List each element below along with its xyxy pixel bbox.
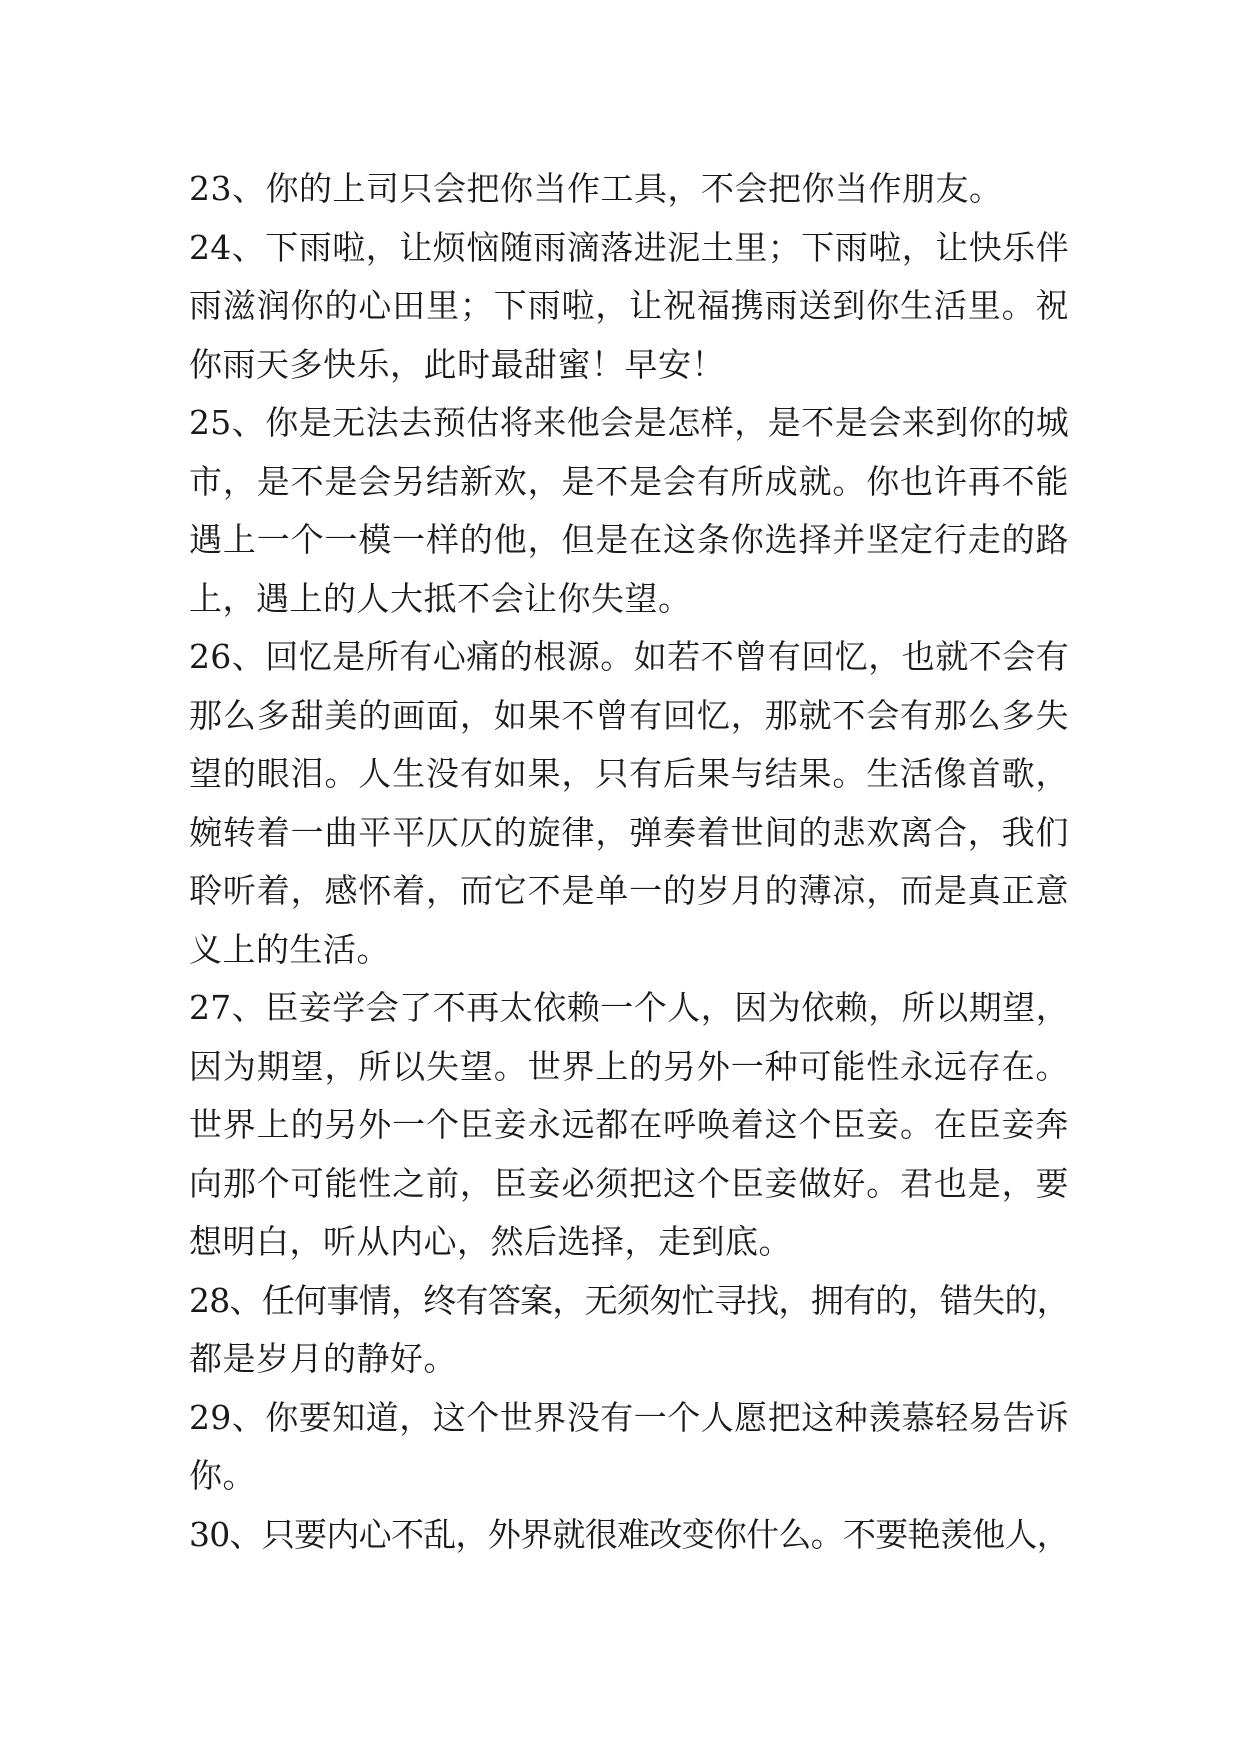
text-line: 23、你的上司只会把你当作工具，不会把你当作朋友。 — [189, 169, 1003, 208]
document-body — [189, 160, 1069, 1564]
text-line: 你雨天多快乐，此时最甜蜜！早安！ — [189, 344, 725, 384]
text-line: 那么多甜美的画面，如果不曾有回忆，那就不会有那么多失 — [189, 695, 1069, 735]
text-line: 26、回忆是所有心痛的根源。如若不曾有回忆，也就不会有 — [189, 637, 1069, 676]
text-line: 想明白，听从内心，然后选择，走到底。 — [189, 1222, 792, 1261]
text-line: 义上的生活。 — [189, 929, 390, 969]
text-line: 望的眼泪。人生没有如果，只有后果与结果。生活像首歌， — [189, 754, 1069, 793]
text-line: 向那个可能性之前，臣妾必须把这个臣妾做好。君也是，要 — [189, 1163, 1069, 1203]
text-line: 雨滋润你的心田里；下雨啦，让祝福携雨送到你生活里。祝 — [189, 286, 1069, 325]
text-line: 世界上的另外一个臣妾永远都在呼唤着这个臣妾。在臣妾奔 — [189, 1105, 1069, 1144]
text-line: 市，是不是会另结新欢，是不是会有所成就。你也许再不能 — [189, 461, 1069, 501]
text-line: 28、任何事情，终有答案，无须匆忙寻找，拥有的，错失的， — [189, 1280, 1069, 1320]
text-line: 遇上一个一模一样的他，但是在这条你选择并坚定行走的路 — [189, 520, 1069, 559]
text-line: 聆听着，感怀着，而它不是单一的岁月的薄凉，而是真正意 — [189, 871, 1069, 910]
text-line: 你。 — [189, 1456, 256, 1495]
text-line: 上，遇上的人大抵不会让你失望。 — [189, 578, 692, 618]
text-line: 25、你是无法去预估将来他会是怎样，是不是会来到你的城 — [189, 403, 1069, 442]
text-line: 因为期望，所以失望。世界上的另外一种可能性永远存在。 — [189, 1046, 1069, 1086]
text-line: 婉转着一曲平平仄仄的旋律，弹奏着世间的悲欢离合，我们 — [189, 812, 1069, 852]
text-line: 29、你要知道，这个世界没有一个人愿把这种羡慕轻易告诉 — [189, 1397, 1069, 1437]
text-line: 都是岁月的静好。 — [189, 1339, 457, 1378]
text-line: 24、下雨啦，让烦恼随雨滴落进泥土里；下雨啦，让快乐伴 — [189, 227, 1069, 267]
text-line: 27、臣妾学会了不再太依赖一个人，因为依赖，所以期望， — [189, 988, 1069, 1027]
text-line: 30、只要内心不乱，外界就很难改变你什么。不要艳羡他人， — [189, 1514, 1069, 1554]
